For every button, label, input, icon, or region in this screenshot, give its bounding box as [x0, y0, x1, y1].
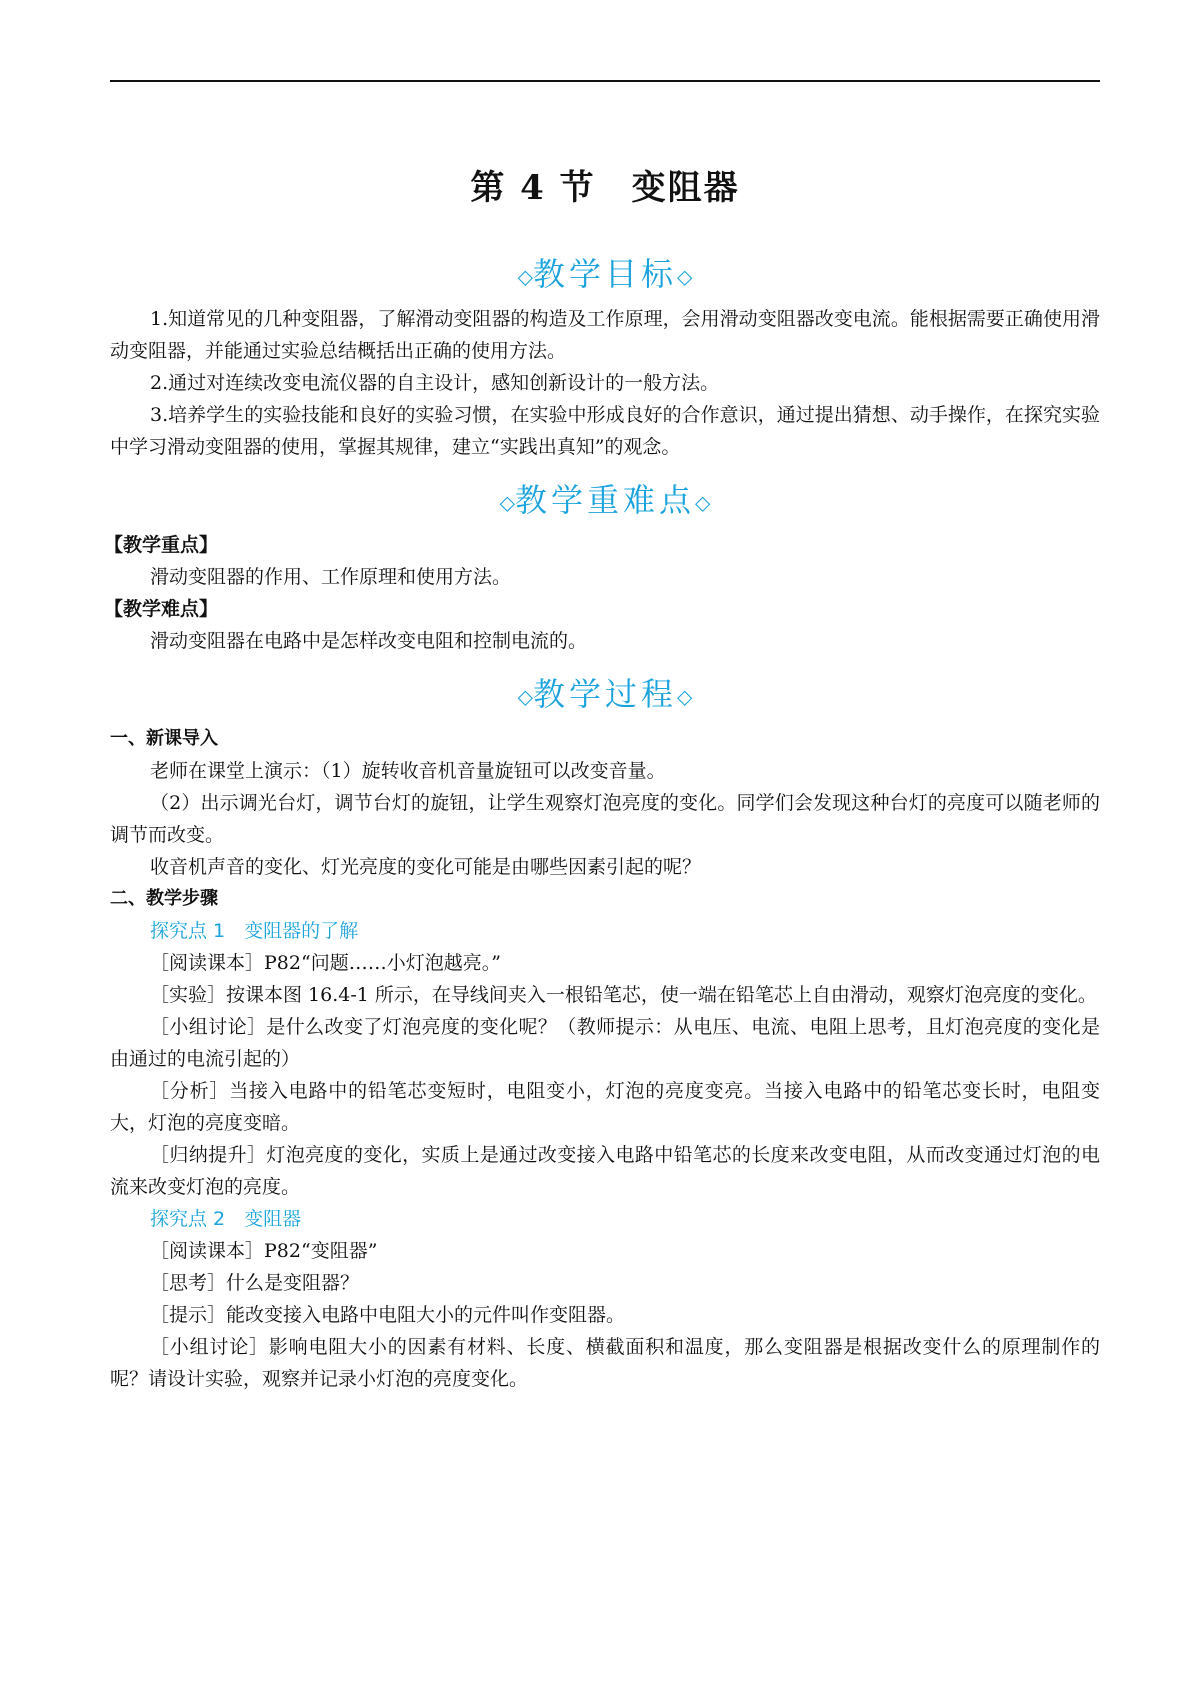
section-title-key-points [110, 475, 1100, 521]
section-title-key-points-text: 教学重难点 [514, 481, 695, 519]
diamond-icon: ◇ [499, 490, 515, 515]
activity-item [110, 1139, 1100, 1203]
activity-item [110, 979, 1100, 1011]
activity-tag: ［分析］ [150, 1080, 230, 1102]
focus-heading: 【教学重点】 [104, 534, 219, 556]
activity-tag: ［小组讨论］ [150, 1336, 269, 1358]
focus-text: 滑动变阻器的作用、工作原理和使用方法。 [150, 566, 512, 588]
section-title-objectives-text: 教学目标 [532, 255, 677, 293]
objective-item: 3.培养学生的实验技能和良好的实验习惯，在实验中形成良好的合作意识，通过提出猜想、动手操作，在探究实验中学习滑动变阻器的使用，掌握其规律，建立“实践出真知”的观念。 [110, 404, 1100, 458]
activity-tag: ［实验］ [150, 984, 227, 1006]
intro-paragraph: 老师在课堂上演示：（1）旋转收音机音量旋钮可以改变音量。 [150, 760, 666, 782]
activity-item [110, 1235, 1100, 1267]
activity-item [110, 1299, 1100, 1331]
document-title: 第 4 节 变阻器 [470, 168, 740, 208]
diamond-icon: ◇ [517, 264, 533, 289]
difficulty-heading: 【教学难点】 [104, 598, 219, 620]
activity-text: 是什么改变了灯泡亮度的变化呢？（教师提示：从电压、电流、电阻上思考，且灯泡亮度的变化是由通过的电流引起的） [110, 1016, 1100, 1070]
objective-item: 1.知道常见的几种变阻器，了解滑动变阻器的构造及工作原理，会用滑动变阻器改变电流。能根据需要正确使用滑动变阻器，并能通过实验总结概括出正确的使用方法。 [110, 308, 1100, 362]
activity-tag: ［提示］ [150, 1304, 227, 1326]
difficulty-text: 滑动变阻器在电路中是怎样改变电阻和控制电流的。 [150, 630, 588, 652]
diamond-icon: ◇ [517, 684, 533, 709]
objective-item: 2.通过对连续改变电流仪器的自主设计，感知创新设计的一般方法。 [150, 372, 720, 394]
activity-tag: ［阅读课本］ [150, 1240, 265, 1262]
intro-paragraph: （2）出示调光台灯，调节台灯的旋钮，让学生观察灯泡亮度的变化。同学们会发现这种台灯的亮度可以随老师的调节而改变。 [110, 792, 1100, 846]
diamond-icon: ◇ [695, 490, 711, 515]
steps-heading: 二、教学步骤 [110, 888, 218, 909]
inquiry-point-2-title: 探究点 2 变阻器 [150, 1208, 302, 1230]
activity-item [110, 1011, 1100, 1075]
header-rule [110, 80, 1100, 82]
activity-tag: ［归纳提升］ [150, 1144, 267, 1166]
activity-tag: ［小组讨论］ [150, 1016, 267, 1038]
activity-item [110, 1267, 1100, 1299]
activity-text: 影响电阻大小的因素有材料、长度、横截面积和温度，那么变阻器是根据改变什么的原理制作的呢？请设计实验，观察并记录小灯泡的亮度变化。 [110, 1336, 1100, 1390]
activity-text: 当接入电路中的铅笔芯变短时，电阻变小，灯泡的亮度变亮。当接入电路中的铅笔芯变长时，电阻变大，灯泡的亮度变暗。 [110, 1080, 1100, 1134]
intro-paragraph: 收音机声音的变化、灯光亮度的变化可能是由哪些因素引起的呢？ [150, 856, 702, 878]
section-title-process-text: 教学过程 [532, 675, 677, 713]
activity-text: P82“问题……小灯泡越亮。” [264, 952, 501, 974]
activity-tag: ［阅读课本］ [150, 952, 265, 974]
activity-tag: ［思考］ [150, 1272, 227, 1294]
activity-item [110, 1075, 1100, 1139]
intro-heading: 一、新课导入 [110, 728, 218, 749]
activity-text: 能改变接入电路中电阻大小的元件叫作变阻器。 [226, 1304, 626, 1326]
activity-text: 灯泡亮度的变化，实质上是通过改变接入电路中铅笔芯的长度来改变电阻，从而改变通过灯泡的电流来改变灯泡的亮度。 [110, 1144, 1100, 1198]
activity-text: 什么是变阻器？ [226, 1272, 360, 1294]
section-title-objectives [110, 249, 1100, 295]
document-body [104, 140, 1100, 1395]
diamond-icon: ◇ [677, 684, 693, 709]
section-title-process [110, 669, 1100, 715]
diamond-icon: ◇ [677, 264, 693, 289]
inquiry-point-1-title: 探究点 1 变阻器的了解 [150, 920, 359, 942]
activity-text: P82“变阻器” [264, 1240, 378, 1262]
activity-item [110, 947, 1100, 979]
activity-item [110, 1331, 1100, 1395]
activity-text: 按课本图 16.4-1 所示，在导线间夹入一根铅笔芯，使一端在铅笔芯上自由滑动，观察灯泡亮度的变化。 [226, 984, 1097, 1006]
